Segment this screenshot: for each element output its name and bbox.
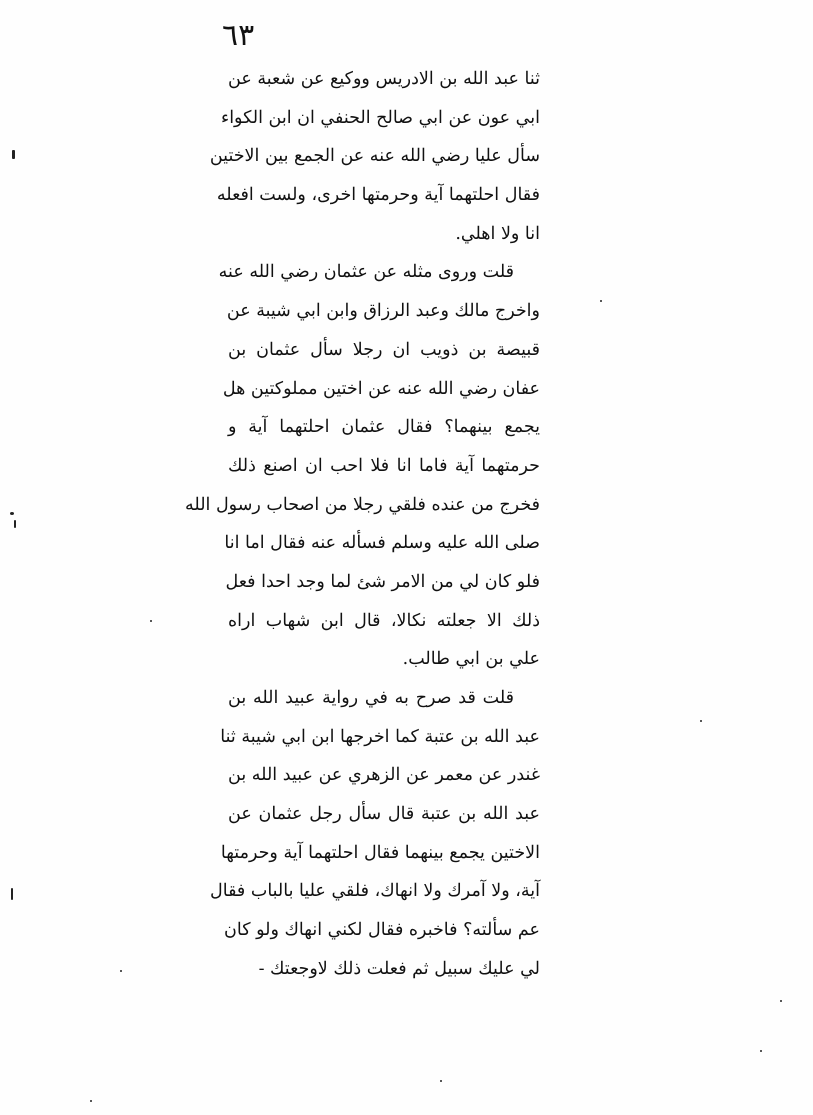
text-line: عبد الله بن عتبة قال سأل رجل عثمان عن [228, 804, 540, 825]
scan-speck [12, 150, 15, 159]
text-line: الاختين يجمع بينهما فقال احلتهما آية وحرمتها [220, 842, 540, 863]
text-line: قلت وروى مثله عن عثمان رضي الله عنه [218, 262, 514, 283]
text-line: ابي عون عن ابي صالح الحنفي ان ابن الكواء [220, 107, 540, 128]
scan-speck [760, 1050, 762, 1052]
page-number: ٦٣ [222, 18, 255, 53]
scan-speck [700, 720, 702, 722]
text-line: انا ولا اهلي. [455, 223, 540, 244]
text-line: عفان رضي الله عنه عن اختين مملوكتين هل [222, 378, 540, 399]
text-line: فلو كان لي من الامر شئ لما وجد احدا فعل [225, 571, 540, 592]
text-line: علي بن ابي طالب. [402, 649, 540, 670]
scan-speck [600, 300, 602, 302]
manuscript-text [185, 60, 540, 989]
text-line: ثنا عبد الله بن الادريس ووكيع عن شعبة عن [228, 69, 540, 89]
text-line: عبد الله بن عتبة كما اخرجها ابن ابي شيبة ثنا [220, 726, 540, 747]
scan-speck [14, 520, 16, 528]
text-line: فقال احلتهما آية وحرمتها اخرى، ولست افعله [216, 185, 540, 206]
text-line: واخرج مالك وعبد الرزاق وابن ابي شيبة عن [226, 301, 540, 322]
scan-speck [150, 620, 152, 622]
text-line: غندر عن معمر عن الزهري عن عبيد الله بن [228, 765, 540, 786]
text-line: قبيصة بن ذويب ان رجلا سأل عثمان بن [228, 339, 540, 360]
text-line: سأل عليا رضي الله عنه عن الجمع بين الاختين [209, 146, 540, 167]
text-line: يجمع بينهما؟ فقال عثمان احلتهما آية و [228, 417, 540, 438]
scan-speck [120, 970, 122, 972]
scan-speck [440, 1080, 442, 1082]
text-line: صلى الله عليه وسلم فسأله عنه فقال اما انا [224, 533, 540, 554]
scan-speck [10, 512, 14, 515]
scan-speck [11, 888, 13, 900]
text-line: عم سألته؟ فاخبره فقال لكني انهاك ولو كان [224, 920, 540, 941]
text-line: لي عليك سبيل ثم فعلت ذلك لاوجعتك - [258, 958, 540, 979]
text-line: حرمتهما آية فاما انا فلا احب ان اصنع ذلك [228, 455, 540, 476]
text-line: آية، ولا آمرك ولا انهاك، فلقي عليا بالباب فقال [210, 881, 540, 902]
text-line: فخرج من عنده فلقي رجلا من اصحاب رسول الله [185, 494, 540, 515]
text-line: قلت قد صرح به في رواية عبيد الله بن [228, 688, 514, 708]
scan-speck [90, 1100, 92, 1102]
text-line: ذلك الا جعلته نكالا، قال ابن شهاب اراه [228, 610, 540, 631]
scan-speck [780, 1000, 782, 1002]
